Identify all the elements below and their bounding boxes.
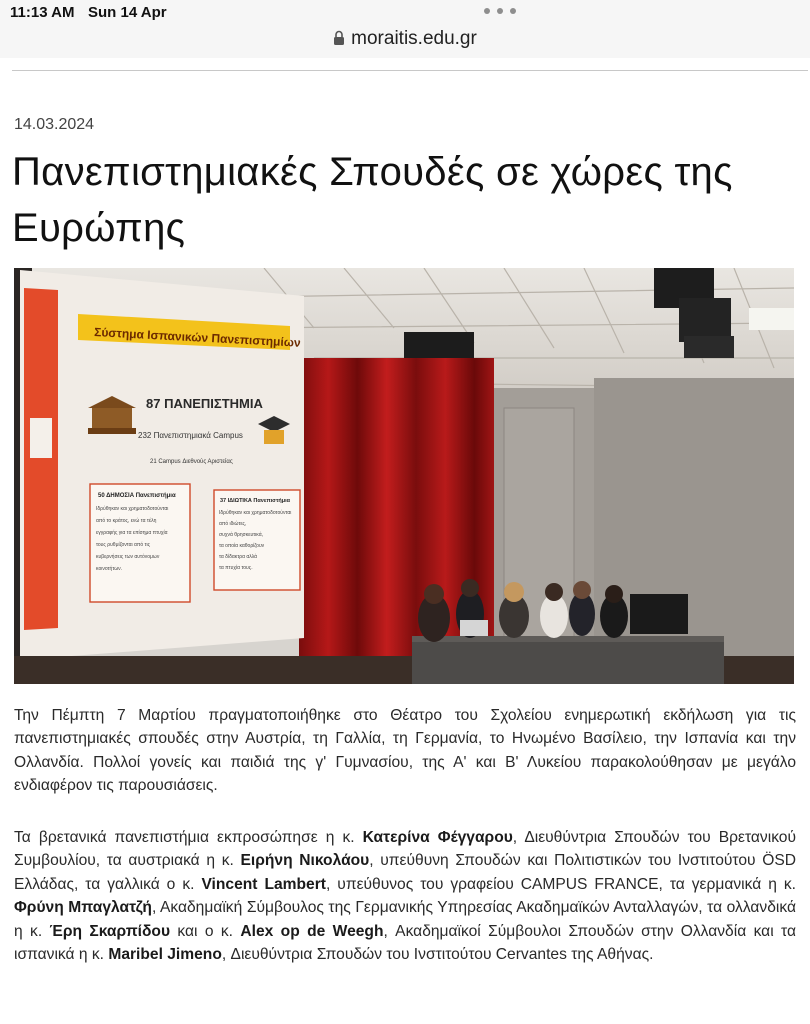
svg-text:κυβερνήσεις των αυτόνομων: κυβερνήσεις των αυτόνομων bbox=[96, 554, 160, 560]
event-photo-illustration bbox=[14, 268, 794, 684]
svg-text:τα δίδακτρα αλλά: τα δίδακτρα αλλά bbox=[219, 554, 258, 560]
svg-text:τα οποία καθορίζουν: τα οποία καθορίζουν bbox=[219, 543, 265, 549]
slide-line-3: 21 Campus Διεθνούς Αριστείας bbox=[150, 459, 233, 465]
svg-text:τους ρυθμίζονται από τις: τους ρυθμίζονται από τις bbox=[96, 542, 151, 548]
divider bbox=[12, 70, 808, 71]
svg-text:από ιδιώτες,: από ιδιώτες, bbox=[219, 521, 247, 527]
speaker-name: Ειρήνη Νικολάου bbox=[240, 852, 370, 870]
svg-text:κοινοτήτων.: κοινοτήτων. bbox=[96, 566, 122, 572]
svg-text:από το κράτος, ενώ τα τέλη: από το κράτος, ενώ τα τέλη bbox=[96, 518, 157, 524]
article-paragraph-1: Την Πέμπτη 7 Μαρτίου πραγματοποιήθηκε στο Θέατρο του Σχολείου ενημερωτική εκδήλωση για τις πανεπιστημιακές σπουδές στην Αυστρία, τη Γαλλία, τη Γερμανία, το Ηνωμένο Βασίλειο, την Ισπανία και την Ολλανδία. Πολλοί γονείς και παιδιά της γ' Γυμνασίου, της Α' και Β' Λυκείου παρακολούθησαν με μεγάλο ενδιαφέρον τις παρουσιάσεις. bbox=[14, 707, 796, 795]
status-time: 11:13 AM bbox=[10, 4, 75, 21]
article-paragraph-2: Τα βρετανικά πανεπιστήμια εκπροσώπησε η κ. Κατερίνα Φέγγαρου, Διευθύντρια Σπουδών του Βρετανικού Συμβουλίου, τα αυστριακά η κ. Ειρήνη Νικολάου, υπεύθυνη Σπουδών και Πολιτιστικών του Ινστιτούτου ÖSD Ελλάδας, τα γαλλικά ο κ. Vincent Lambert, υπεύθυνος του γραφείου CAMPUS FRANCE, τα γερμανικά η κ. Φρύνη Μπαγλατζή, Ακαδημαϊκή Σύμβουλος της Γερμανικής Υπηρεσίας Ακαδημαϊκών Ανταλλαγών, τα ολλανδικά η κ. Έρη Σκαρπίδου και ο κ. Alex op de Weegh, Ακαδημαϊκοί Σύμβουλοι Σπουδών στην Ολλανδία και τα ισπανικά η κ. Maribel Jimeno, Διευθύντρια Σπουδών του Ινστιτούτου Cervantes της Αθήνας. bbox=[14, 829, 797, 964]
more-dots-icon[interactable] bbox=[484, 8, 516, 16]
svg-text:Ιδρύθηκαν και χρηματοδοτούνται: Ιδρύθηκαν και χρηματοδοτούνται bbox=[219, 510, 292, 516]
url-text: moraitis.edu.gr bbox=[351, 28, 477, 49]
svg-text:εγγραφής για τα επίσημα πτυχία: εγγραφής για τα επίσημα πτυχία bbox=[96, 530, 168, 536]
slide-line-1: 87 ΠΑΝΕΠΙΣΤΗΜΙΑ bbox=[146, 396, 263, 411]
speaker-name: Maribel Jimeno bbox=[108, 946, 222, 964]
article-date: 14.03.2024 bbox=[14, 116, 95, 133]
slide-heading: Σύστημα Ισπανικών Πανεπιστημίων bbox=[93, 325, 301, 350]
article-photo bbox=[14, 268, 794, 684]
status-date: Sun 14 Apr bbox=[88, 4, 167, 21]
status-bar bbox=[0, 0, 810, 24]
url-container[interactable] bbox=[0, 28, 810, 50]
speaker-name: Έρη Σκαρπίδου bbox=[49, 922, 171, 940]
speaker-name: Κατερίνα Φέγγαρου bbox=[362, 829, 513, 846]
svg-text:Ιδρύθηκαν και χρηματοδοτούνται: Ιδρύθηκαν και χρηματοδοτούνται bbox=[96, 506, 169, 512]
speaker-name: Vincent Lambert bbox=[201, 875, 326, 893]
svg-text:τα πτυχία τους.: τα πτυχία τους. bbox=[219, 565, 253, 571]
speaker-name: Φρύνη Μπαγλατζή bbox=[14, 899, 152, 917]
slide-line-2: 232 Πανεπιστημιακά Campus bbox=[138, 431, 243, 440]
svg-text:συχνά θρησκευτικά,: συχνά θρησκευτικά, bbox=[219, 532, 263, 538]
lock-icon bbox=[333, 30, 345, 46]
speaker-name: Alex op de Weegh bbox=[240, 922, 384, 940]
article-title: Πανεπιστημιακές Σπουδές σε χώρες της Ευρώπης bbox=[12, 150, 733, 250]
address-bar[interactable] bbox=[0, 24, 810, 58]
slide-box-right-title: 37 ΙΔΙΩΤΙΚΑ Πανεπιστήμια bbox=[220, 498, 291, 504]
slide-box-left-title: 50 ΔΗΜΟΣΙΑ Πανεπιστήμια bbox=[98, 493, 176, 499]
